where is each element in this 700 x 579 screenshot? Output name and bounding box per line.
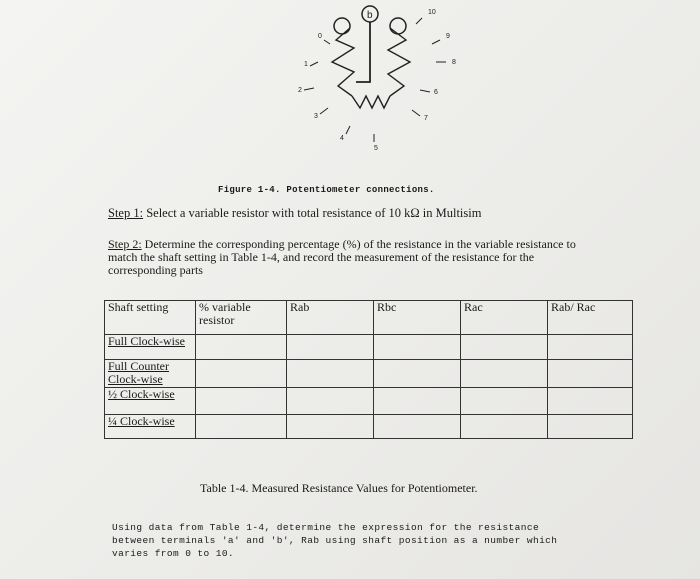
table-cell[interactable]	[548, 415, 633, 439]
dial-tick-10	[416, 18, 422, 24]
table-cell[interactable]	[196, 360, 287, 388]
table-row	[105, 335, 633, 360]
table-cell[interactable]	[548, 388, 633, 415]
dial-tick-3	[320, 108, 328, 114]
table-cell[interactable]	[196, 388, 287, 415]
step-1-text: Select a variable resistor with total resistance of 10 kΩ in Multisim	[143, 206, 482, 220]
dial-tick-2	[304, 88, 314, 90]
dial-number-7: 7	[424, 115, 428, 122]
step-1-label: Step 1:	[108, 206, 144, 220]
header-percent-variable: % variable resistor	[196, 301, 287, 335]
header-rab: Rab	[287, 301, 374, 335]
table-caption: Table 1-4. Measured Resistance Values for Potentiometer.	[200, 481, 478, 495]
terminal-b-label: b	[367, 10, 373, 21]
header-shaft-setting: Shaft setting	[105, 301, 196, 335]
dial-number-8: 8	[452, 59, 456, 66]
table-cell[interactable]	[287, 360, 374, 388]
step-2-text: Determine the corresponding percentage (%) of the resistance in the variable resistance to match the shaft setting in Table 1-4, and record the measurement of the resistance for the corresponding parts	[108, 237, 576, 277]
dial-tick-4	[346, 126, 350, 134]
table-cell[interactable]	[196, 415, 287, 439]
dial-tick-0	[324, 40, 330, 44]
table-cell[interactable]	[374, 360, 461, 388]
potentiometer-diagram	[270, 0, 470, 180]
dial-number-1: 1	[304, 61, 308, 68]
shaft-cell: ½ Clock-wise	[105, 388, 196, 415]
dial-number-9: 9	[446, 33, 450, 40]
table-row	[105, 415, 633, 439]
table-row	[105, 388, 633, 415]
table-cell[interactable]	[374, 415, 461, 439]
table-cell[interactable]	[287, 415, 374, 439]
table-cell[interactable]	[461, 335, 548, 360]
table-row	[105, 360, 633, 388]
resistor-zigzag-bottom	[352, 96, 390, 108]
dial-tick-1	[310, 62, 318, 66]
terminal-c-circle	[390, 18, 406, 34]
table-cell[interactable]	[461, 415, 548, 439]
table-cell[interactable]	[287, 335, 374, 360]
table-header-row	[105, 301, 633, 335]
resistor-zigzag-right	[388, 28, 410, 96]
dial-number-2: 2	[298, 87, 302, 94]
resistance-table	[104, 300, 633, 439]
table-cell[interactable]	[374, 388, 461, 415]
table-cell[interactable]	[196, 335, 287, 360]
shaft-cell: Full Counter Clock-wise	[105, 360, 196, 388]
dial-number-labels	[298, 9, 456, 152]
shaft-cell: ¼ Clock-wise	[105, 415, 196, 439]
figure-caption: Figure 1-4. Potentiometer connections.	[218, 185, 435, 195]
dial-number-6: 6	[434, 89, 438, 96]
dial-tick-marks	[304, 18, 446, 142]
dial-number-10: 10	[428, 9, 436, 16]
dial-number-5: 5	[374, 145, 378, 152]
table-cell[interactable]	[374, 335, 461, 360]
header-rac: Rac	[461, 301, 548, 335]
header-rab-over-rac: Rab/ Rac	[548, 301, 633, 335]
step-2	[108, 238, 598, 277]
dial-number-3: 3	[314, 113, 318, 120]
dial-tick-7	[412, 110, 420, 116]
resistor-zigzag-left	[332, 28, 354, 96]
wiper-arm	[356, 22, 370, 82]
table-cell[interactable]	[548, 360, 633, 388]
step-1	[108, 206, 481, 221]
instruction-text: Using data from Table 1-4, determine the expression for the resistance between terminals 'a' and 'b', Rab using shaft position as a number which varies from 0 to 10.	[112, 522, 558, 559]
table-cell[interactable]	[461, 360, 548, 388]
dial-number-4: 4	[340, 135, 344, 142]
terminal-a-circle	[334, 18, 350, 34]
table-cell[interactable]	[461, 388, 548, 415]
step-2-label: Step 2:	[108, 237, 142, 251]
table-cell[interactable]	[287, 388, 374, 415]
shaft-cell: Full Clock-wise	[105, 335, 196, 360]
dial-tick-9	[432, 40, 440, 44]
header-rbc: Rbc	[374, 301, 461, 335]
dial-tick-6	[420, 90, 430, 92]
table-cell[interactable]	[548, 335, 633, 360]
dial-number-0: 0	[318, 33, 322, 40]
